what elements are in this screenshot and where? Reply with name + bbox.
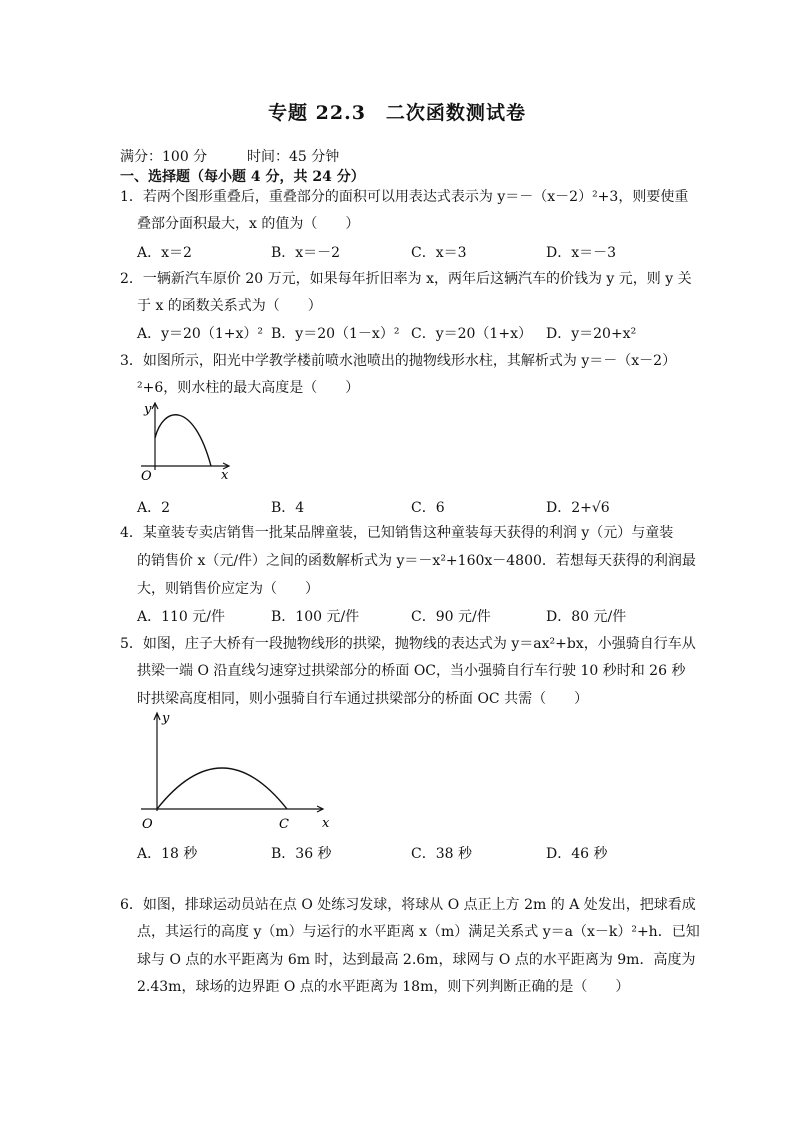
q5-option-a: A．18 秒 bbox=[137, 846, 198, 862]
q5-line3: 时拱梁高度相同，则小强骑自行车通过拱梁部分的桥面 OC 共需（ ） bbox=[137, 691, 589, 707]
q4-line2: 的销售价 x（元/件）之间的函数解析式为 y＝－x²+160x－4800．若想每天获得的利润最 bbox=[137, 553, 696, 569]
score-info: 满分：100 分 bbox=[120, 149, 208, 165]
q6-line1: 6．如图，排球运动员站在点 O 处练习发球，将球从 O 点正上方 2m 的 A 处发出，把球看成 bbox=[120, 897, 696, 913]
q1-line1: 1．若两个图形重叠后，重叠部分的面积可以用表达式表示为 y＝－（x－2）²+3，则要使重 bbox=[120, 189, 689, 205]
q3-parabola-curve bbox=[155, 415, 211, 466]
q2-option-d: D．y＝20+x² bbox=[546, 326, 637, 342]
q5-bridge-arch-graph bbox=[135, 708, 335, 833]
q3-option-c: C．6 bbox=[411, 500, 445, 516]
q5-origin-label: O bbox=[142, 817, 153, 832]
q4-line3: 大，则销售价应定为（ ） bbox=[137, 581, 319, 597]
q6-line4: 2.43m，球场的边界距 O 点的水平距离为 18m，则下列判断正确的是（ ） bbox=[137, 979, 630, 995]
page-title: 专题 22.3 二次函数测试卷 bbox=[268, 102, 526, 124]
q3-y-label: y bbox=[144, 402, 152, 417]
q3-x-label: x bbox=[221, 468, 229, 483]
q3-line1: 3．如图所示，阳光中学教学楼前喷水池喷出的抛物线形水柱，其解析式为 y＝－（x－2） bbox=[120, 353, 677, 369]
q5-x-label: x bbox=[322, 816, 330, 831]
q5-line2: 拱梁一端 O 沿直线匀速穿过拱梁部分的桥面 OC，当小强骑自行车行驶 10 秒时和 26 秒 bbox=[137, 663, 686, 679]
q2-option-b: B．y＝20（1－x）² bbox=[271, 326, 400, 342]
q5-option-d: D．46 秒 bbox=[546, 846, 608, 862]
q3-fountain-graph bbox=[135, 398, 240, 483]
q5-option-c: C．38 秒 bbox=[411, 846, 472, 862]
q1-option-d: D．x＝－3 bbox=[546, 245, 617, 261]
q5-line1: 5．如图，庄子大桥有一段抛物线形的拱梁，抛物线的表达式为 y＝ax²+bx，小强骑自行车从 bbox=[120, 636, 696, 652]
q2-option-c: C．y＝20（1+x） bbox=[411, 326, 532, 342]
q3-line2: ²+6，则水柱的最大高度是（ ） bbox=[137, 380, 360, 396]
q1-line2: 叠部分面积最大，x 的值为（ ） bbox=[137, 216, 360, 232]
time-info: 时间：45 分钟 bbox=[247, 149, 340, 165]
q3-option-d: D．2+√6 bbox=[546, 500, 610, 516]
q1-option-c: C．x＝3 bbox=[411, 245, 467, 261]
q1-option-b: B．x＝－2 bbox=[271, 245, 341, 261]
q5-y-label: y bbox=[162, 711, 170, 726]
section-heading: 一、选择题（每小题 4 分，共 24 分） bbox=[120, 169, 365, 185]
q5-option-b: B．36 秒 bbox=[271, 846, 332, 862]
q5-arch-curve bbox=[157, 768, 287, 809]
q3-option-a: A．2 bbox=[137, 500, 171, 516]
q3-origin-label: O bbox=[141, 469, 152, 483]
q4-option-b: B．100 元/件 bbox=[271, 609, 360, 625]
q3-option-b: B．4 bbox=[271, 500, 305, 516]
q6-line2: 点，其运行的高度 y（m）与运行的水平距离 x（m）满足关系式 y＝a（x－k）²+h．已知 bbox=[137, 924, 700, 940]
q4-option-c: C．90 元/件 bbox=[411, 609, 491, 625]
q2-line2: 于 x 的函数关系式为（ ） bbox=[137, 298, 322, 314]
q2-option-a: A．y＝20（1+x）² bbox=[137, 326, 263, 342]
q5-point-c-label: C bbox=[279, 817, 289, 832]
q2-line1: 2．一辆新汽车原价 20 万元，如果每年折旧率为 x，两年后这辆汽车的价钱为 y 元，则 y 关 bbox=[120, 271, 692, 287]
q4-line1: 4．某童装专卖店销售一批某品牌童装，已知销售这种童装每天获得的利润 y（元）与童装 bbox=[120, 525, 674, 541]
q4-option-d: D．80 元/件 bbox=[546, 609, 627, 625]
q6-line3: 球与 O 点的水平距离为 6m 时，达到最高 2.6m，球网与 O 点的水平距离为 9m．高度为 bbox=[137, 952, 696, 968]
q4-option-a: A．110 元/件 bbox=[137, 609, 225, 625]
q1-option-a: A．x＝2 bbox=[137, 245, 192, 261]
